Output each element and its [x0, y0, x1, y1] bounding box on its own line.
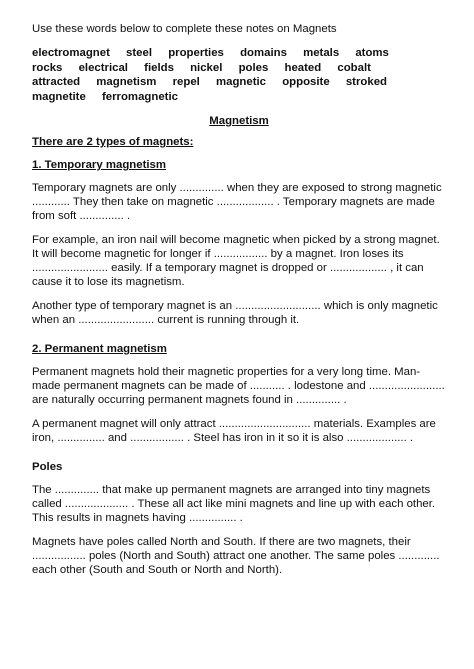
word-bank-word: heated: [284, 61, 322, 74]
word-bank-row: [32, 46, 446, 61]
word-bank-row: [32, 75, 446, 90]
word-bank-word: electrical: [78, 61, 128, 74]
paragraph: Magnets have poles called North and South. If there are two magnets, their ................. poles (North and South) attract one another. The same poles ............. each other (South and South or North and North).: [32, 536, 440, 576]
subtitle: There are 2 types of magnets:: [32, 136, 194, 148]
paragraph: Temporary magnets are only .............. when they are exposed to strong magnetic ............ They then take on magnetic .................. . Temporary magnets are made from soft .............. .: [32, 182, 442, 222]
word-bank-word: stroked: [345, 76, 387, 88]
word-bank-word: magnetic: [216, 76, 267, 88]
word-bank-word: ferromagnetic: [101, 90, 178, 103]
word-bank-row: [32, 61, 446, 76]
word-bank-row: [32, 90, 446, 105]
word-bank-word: metals: [303, 47, 340, 59]
word-bank-word: cobalt: [337, 61, 371, 74]
section-heading-temporary: 1. Temporary magnetism: [32, 159, 166, 171]
word-bank-word: opposite: [282, 76, 330, 88]
word-bank-word: steel: [126, 47, 153, 59]
word-bank-word: magnetism: [96, 76, 157, 88]
section-heading-permanent: 2. Permanent magnetism: [32, 343, 167, 355]
word-bank-word: nickel: [190, 61, 223, 74]
paragraph: Permanent magnets hold their magnetic properties for a very long time. Man-made permanent magnets can be made of ........... . lodestone and ........................ are naturally occurring permanent magnets found in .............. .: [32, 366, 445, 406]
word-bank-word: rocks: [32, 61, 63, 74]
word-bank-word: atoms: [355, 47, 389, 59]
word-bank-word: domains: [240, 47, 287, 59]
word-bank-word: fields: [144, 61, 174, 74]
word-bank-word: repel: [172, 76, 200, 88]
instructions: Use these words below to complete these notes on Magnets: [32, 23, 337, 35]
word-bank-word: poles: [238, 61, 269, 74]
word-bank: [32, 46, 446, 104]
word-bank-word: magnetite: [32, 90, 86, 103]
paragraph: Another type of temporary magnet is an ........................... which is only magnetic when an ........................ current is running through it.: [32, 300, 438, 326]
page-title: Magnetism: [209, 115, 269, 127]
word-bank-word: attracted: [32, 76, 81, 88]
paragraph: A permanent magnet will only attract ............................. materials. Examples are iron, ............... and ................. . Steel has iron in it so it is also ................... .: [32, 418, 436, 444]
word-bank-word: electromagnet: [32, 47, 110, 59]
word-bank-word: properties: [168, 47, 224, 59]
section-heading-poles: Poles: [32, 461, 63, 473]
paragraph: The .............. that make up permanent magnets are arranged into tiny magnets called .................... . These all act like mini magnets and line up with each other. This results in magnets having ............... .: [32, 484, 436, 524]
paragraph: For example, an iron nail will become magnetic when picked by a strong magnet. It will become magnetic for longer if ................. by a magnet. Iron loses its ........................ easily. If a temporary magnet is dropped or .................. , it can cause it to lose its magnetism.: [32, 234, 440, 288]
